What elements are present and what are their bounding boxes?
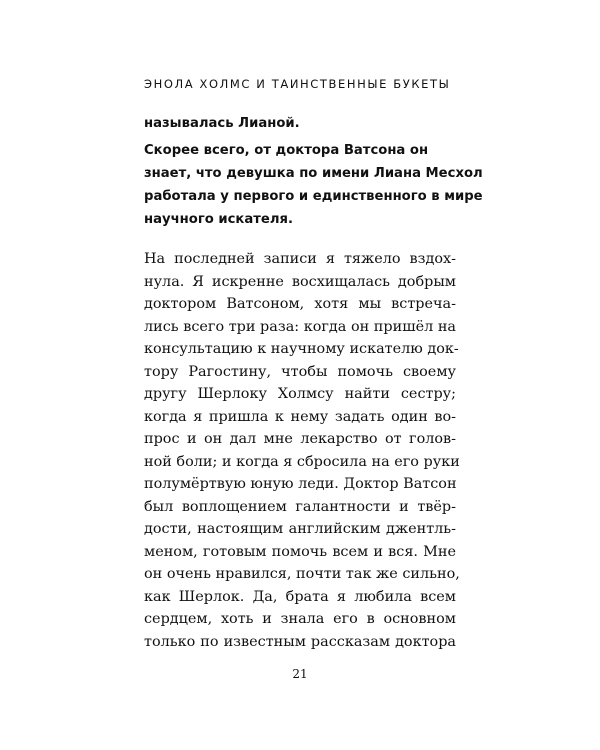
note-line: работала у первого и единственного в мире <box>144 189 483 204</box>
body-line: дости, настоящим английским джентль- <box>144 521 456 537</box>
body-line: прос и он дал мне лекарство от голов- <box>144 431 456 447</box>
note-line: называлась Лианой. <box>144 116 300 131</box>
body-line: На последней записи я тяжело вздох- <box>144 251 456 267</box>
body-line: другу Шерлоку Холмсу найти сестру; <box>144 386 456 402</box>
body-line: ной боли; и когда я сбросила на его руки <box>144 453 460 470</box>
body-paragraph <box>144 248 460 653</box>
body-line: как Шерлок. Да, брата я любила всем <box>144 588 456 605</box>
body-line: тору Рагостину, чтобы помочь своему <box>144 363 456 380</box>
body-line: консультацию к научному искателю док- <box>144 341 459 357</box>
running-header: ЭНОЛА ХОЛМС И ТАИНСТВЕННЫЕ БУКЕТЫ <box>144 77 451 91</box>
body-line: сердцем, хоть и знала его в основном <box>144 611 456 627</box>
body-line: был воплощением галантности и твёр- <box>144 498 456 515</box>
note-line: научного искателя. <box>144 212 294 227</box>
body-line: меном, готовым помочь всем и вся. Мне <box>144 543 456 560</box>
note-line: Скорее всего, от доктора Ватсона он <box>144 143 429 158</box>
note-block <box>144 112 483 231</box>
body-line: лись всего три раза: когда он пришёл на <box>144 318 456 335</box>
body-line: когда я пришла к нему задать один во- <box>144 408 456 425</box>
body-line: только по известным рассказам доктора <box>144 633 456 650</box>
note-line: знает, что девушка по имени Лиана Месхол <box>144 166 483 181</box>
page-number: 21 <box>292 667 308 681</box>
body-line: доктором Ватсоном, хотя мы встреча- <box>144 296 456 312</box>
body-line: нула. Я искренне восхищалась добрым <box>144 273 456 290</box>
body-line: он очень нравился, почти так же сильно, <box>144 566 460 582</box>
body-line: полумёртвую юную леди. Доктор Ватсон <box>144 476 457 492</box>
